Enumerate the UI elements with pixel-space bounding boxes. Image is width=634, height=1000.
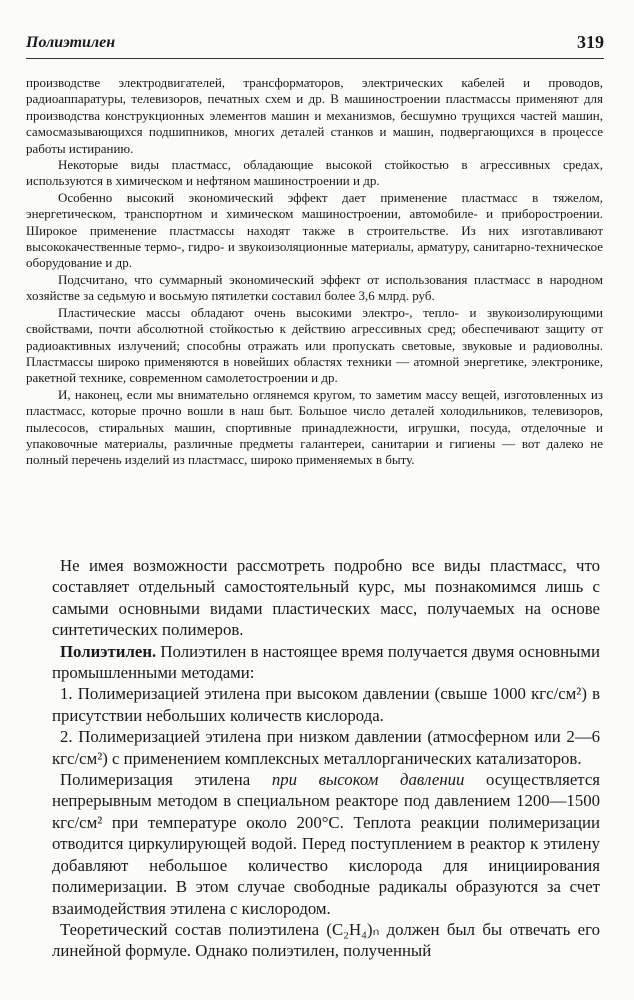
- high-pressure-italic: при высоком давлении: [271, 770, 465, 790]
- paragraph-high-pressure: [52, 769, 600, 919]
- high-pressure-before: Полимеризация этилена: [60, 770, 272, 790]
- small-print-section: [26, 75, 603, 469]
- polyethylene-text: Полиэтилен в настоящее время получается двумя основными промышленными методами:: [52, 641, 600, 683]
- paragraph-properties: Пластические массы обладают очень высокими электро-, тепло- и звукоизолирующими свойствами, почти абсолютной стойкостью к действию агрессивных сред; обеспечивают защиту от радиоактивных излучений; способны отражать или пропускать световые, звуковые и радиоволны. Пластмассы широко применяются в новейших областях техники — атомной энергетике, электронике, ракетной технике, современном самолетостроении и др.: [26, 304, 603, 386]
- page-number: 319: [577, 32, 604, 52]
- paragraph-chemical-machinery: Некоторые виды пластмасс, обладающие высокой стойкостью в агрессивных средах, используются в химическом и нефтяном машиностроении и др.: [26, 157, 603, 189]
- paragraph-machine-building: производстве электродвигателей, трансформаторов, электрических кабелей и проводов, радиоаппаратуры, телевизоров, печатных схем и др. В машиностроении пластмассы применяют для производства конструкционных элементов машин и механизмов, бесшумно трущихся частей машин, самосмазывающихся подшипников, многих деталей станков и машин, подвергающихся в процессе работы истиранию.: [26, 75, 603, 156]
- method-2: 2. Полимеризацией этилена при низком давлении (атмосферном или 2—6 кгс/см²) с применением комплексных металлорганических катализаторов.: [52, 727, 600, 768]
- page-header: [26, 32, 604, 56]
- paragraph-polyethylene: [52, 641, 600, 684]
- paragraph-everyday-use: И, наконец, если мы внимательно оглянемся кругом, то заметим массу вещей, изготовленных из пластмасс, которые прочно вошли в наш быт. Большое число деталей холодильников, телевизоров, пылесосов, стиральных машин, спортивные принадлежности, игрушки, посуда, отделочные и упаковочные материалы, различные предметы галантереи, санитарии и гигиены — вот далеко не полный перечень изделий из пластмасс, широко применяемых в быту.: [26, 386, 603, 468]
- method-1: 1. Полимеризацией этилена при высоком давлении (свыше 1000 кгс/см²) в присутствии небольших количеств кислорода.: [52, 684, 600, 725]
- main-text-section: [52, 555, 600, 962]
- header-rule: [26, 58, 604, 59]
- paragraph-intro: Не имея возможности рассмотреть подробно все виды пластмасс, что составляет отдельный самостоятельный курс, мы познакомимся лишь с самыми основными видами пластических масс, получаемых на основе синтетических полимеров.: [52, 556, 600, 640]
- section-heading-polyethylene: Полиэтилен.: [60, 641, 157, 661]
- high-pressure-after: осуществляется непрерывным методом в специальном реакторе под давлением 1200—1500 кгс/см² при температуре около 200°C. Теплота реакции полимеризации отводится циркулирующей водой. Перед поступлением в реактор к этилену добавляют небольшое количество кислорода для инициирования полимеризации. В этом случае свободные радикалы образуются за счет взаимодействия этилена с кислородом.: [52, 770, 600, 918]
- running-title: Полиэтилен: [26, 34, 116, 51]
- paragraph-theoretical: Теоретический состав полиэтилена (C₂H₄)ₙ должен был бы отвечать его линейной формуле. Однако полиэтилен, полученный: [52, 919, 600, 961]
- paragraph-savings: Подсчитано, что суммарный экономический эффект от использования пластмасс в народном хозяйстве за седьмую и восьмую пятилетки составил более 3,6 млрд. руб.: [26, 271, 603, 304]
- paragraph-economic-effect: Особенно высокий экономический эффект дает применение пластмасс в тяжелом, энергетическом, транспортном и химическом машиностроении, автомобиле- и приборостроении. Широкое применение пластмассы находят также в строительстве. Из них изготавливают высококачественные термо-, гидро- и звукоизоляционные материалы, арматуру, санитарно-техническое оборудование и др.: [26, 189, 603, 271]
